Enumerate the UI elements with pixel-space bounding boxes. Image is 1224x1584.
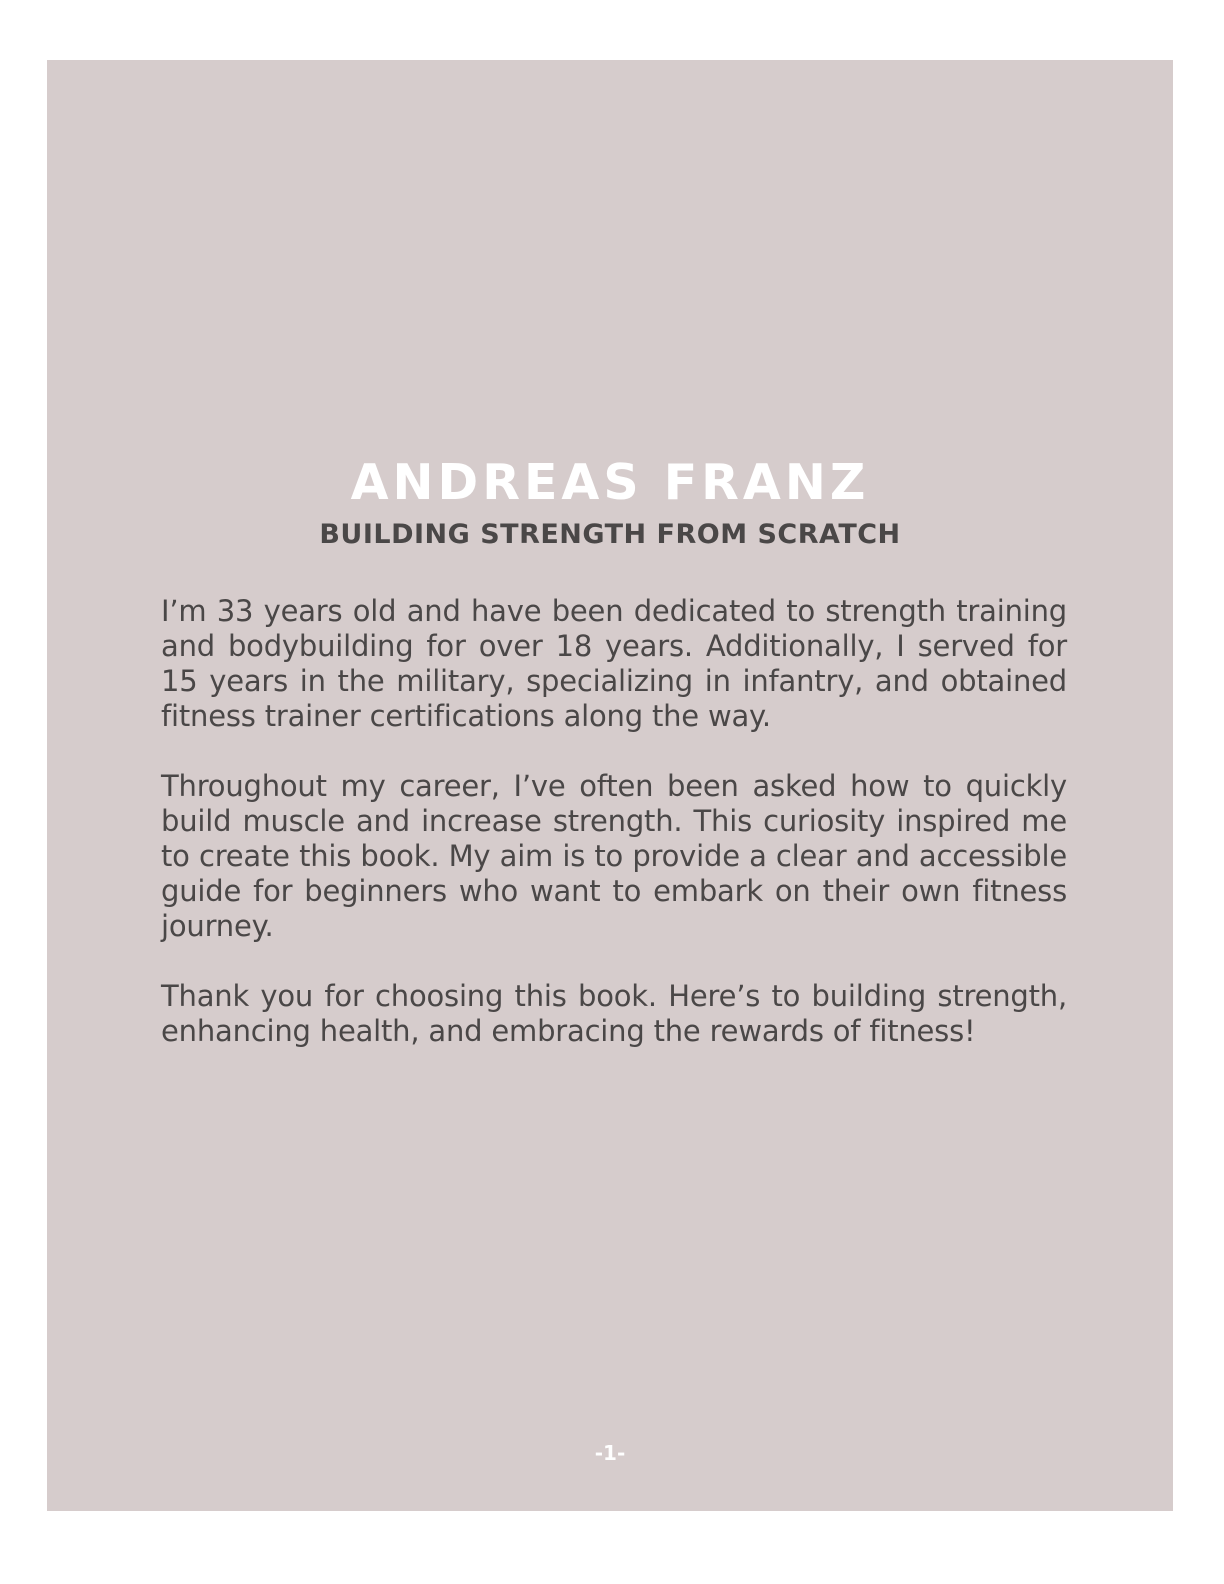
paragraph-2: Throughout my career, I’ve often been asked how to quickly build muscle and increase strength. This curiosity inspired me to create this book. My aim is to provide a clear and accessible guide for beginners who want to embark on their own fitness journey. xyxy=(161,769,1067,943)
intro-text xyxy=(161,594,1067,1084)
paragraph-3: Thank you for choosing this book. Here’s to building strength, enhancing health, and embracing the rewards of fitness! xyxy=(161,979,1067,1048)
author-name: ANDREAS FRANZ xyxy=(350,454,870,511)
paragraph-1: I’m 33 years old and have been dedicated to strength training and bodybuilding for over 18 years. Additionally, I served for 15 years in the military, specializing in infantry, and obtained fitness trainer certifications along the way. xyxy=(161,594,1067,733)
page-number: -1- xyxy=(594,1441,626,1465)
book-subtitle: BUILDING STRENGTH FROM SCRATCH xyxy=(319,519,901,550)
page-panel xyxy=(47,60,1173,1511)
